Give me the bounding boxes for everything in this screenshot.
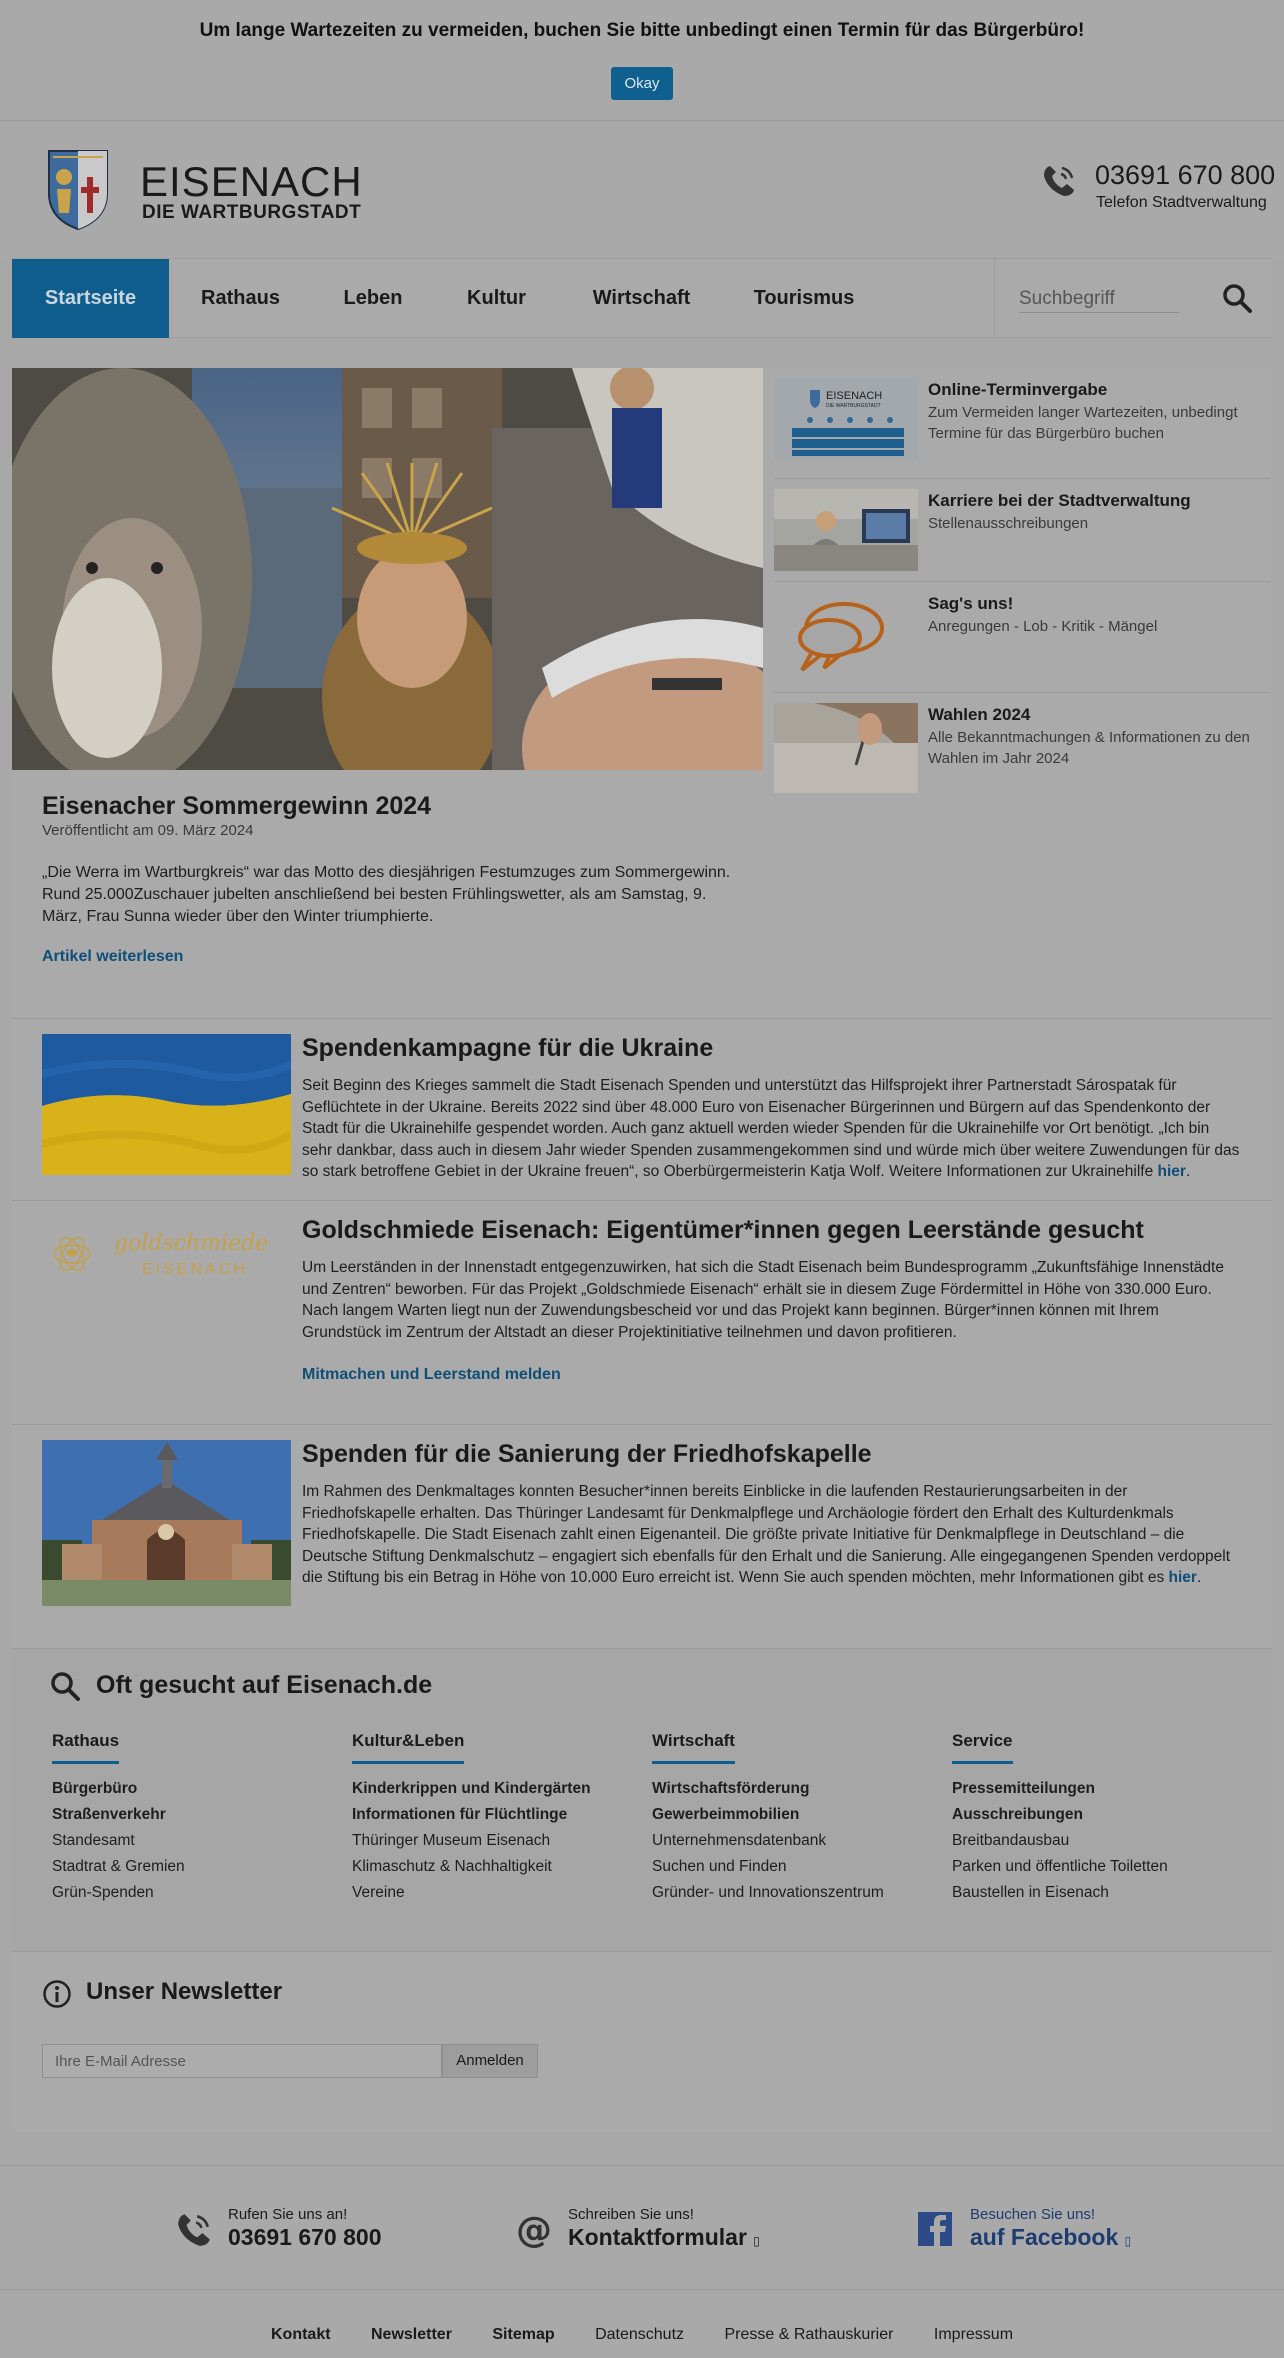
sidebar-item-online-terminvergabe[interactable] bbox=[774, 368, 1270, 479]
sidebar-item-title: Online-Terminvergabe bbox=[928, 380, 1108, 399]
column-heading[interactable]: Service bbox=[952, 1731, 1013, 1764]
footer-call-label: Rufen Sie uns an! bbox=[228, 2206, 348, 2223]
article-ukraine bbox=[12, 1018, 1272, 1198]
info-icon bbox=[42, 1979, 72, 2009]
thumb-logo-title: EISENACH bbox=[826, 390, 883, 402]
sidebar-item-wahlen[interactable] bbox=[774, 693, 1270, 793]
search-icon[interactable] bbox=[1222, 283, 1252, 313]
at-sign-icon bbox=[514, 2210, 554, 2250]
ukraine-info-link[interactable]: hier bbox=[1157, 1163, 1186, 1181]
nav-item-startseite[interactable]: Startseite bbox=[12, 259, 169, 338]
sidebar-item-karriere[interactable] bbox=[774, 479, 1270, 582]
quick-link[interactable]: Baustellen in Eisenach bbox=[952, 1884, 1109, 1901]
hero-read-more-link[interactable]: Artikel weiterlesen bbox=[42, 948, 184, 965]
quick-link[interactable]: Klimaschutz & Nachhaltigkeit bbox=[352, 1858, 552, 1875]
footer-divider bbox=[0, 2289, 1284, 2290]
wahlen-thumbnail bbox=[774, 703, 918, 793]
quick-link[interactable]: Straßenverkehr bbox=[52, 1806, 166, 1823]
header-phone-label: Telefon Stadtverwaltung bbox=[1096, 194, 1267, 211]
hero-title[interactable]: Eisenacher Sommergewinn 2024 bbox=[42, 792, 432, 820]
footer-phone-number[interactable]: 03691 670 800 bbox=[228, 2224, 382, 2250]
often-column-rathaus bbox=[52, 1731, 342, 1906]
footer-write-label: Schreiben Sie uns! bbox=[568, 2206, 694, 2223]
article-text: Seit Beginn des Krieges sammelt die Stadt Eisenach Spenden und unterstützt das Hilfsprojekt ihrer Partnerstadt Sárospatak für Geflüchtete in der Ukraine. Bereits 2022 sind über 48.000 Euro von Eisenacher Bürgerinnen und Bürgern auf das Spendenkonto der Stadt für die Ukrainehilfe gespendet worden. Auch ganz aktuell werden wieder Spenden für die Ukrainehilfe vor Ort benötigt. „Ich bin sehr dankbar, dass auch in diesem Jahr wieder Spenden zusammengekommen sind und würde mich über weitere Zuwendungen für das so stark betroffene Gebiet in der Ukraine freuen“, so Oberbürgermeisterin Katja Wolf. Weitere Informationen zur Ukrainehilfe hier. bbox=[302, 1077, 1240, 1181]
nav-item-tourismus[interactable]: Tourismus bbox=[753, 287, 855, 309]
quick-link[interactable]: Suchen und Finden bbox=[652, 1858, 787, 1875]
header-phone-number[interactable]: 03691 670 800 bbox=[1095, 160, 1276, 190]
quick-link[interactable]: Grün-Spenden bbox=[52, 1884, 154, 1901]
site-footer bbox=[0, 2165, 1284, 2358]
quick-link[interactable]: Pressemitteilungen bbox=[952, 1780, 1095, 1797]
footer-link-datenschutz[interactable]: Datenschutz bbox=[595, 2326, 685, 2343]
often-searched-section bbox=[12, 1648, 1272, 1952]
kapelle-info-link[interactable]: hier bbox=[1168, 1569, 1197, 1587]
main-navigation bbox=[12, 258, 1272, 338]
nav-item-leben[interactable]: Leben bbox=[343, 287, 403, 309]
article-title[interactable]: Goldschmiede Eisenach: Eigentümer*innen gegen Leerstände gesucht bbox=[302, 1216, 1144, 1244]
sidebar-item-desc: Anregungen - Lob - Kritik - Mängel bbox=[928, 618, 1158, 635]
footer-link-kontakt[interactable]: Kontakt bbox=[270, 2326, 331, 2343]
external-link-icon: ▯ bbox=[1124, 2234, 1132, 2248]
quick-link[interactable]: Bürgerbüro bbox=[52, 1780, 138, 1797]
quick-link[interactable]: Wirtschaftsförderung bbox=[652, 1780, 810, 1797]
quick-link[interactable]: Kinderkrippen und Kindergärten bbox=[352, 1780, 591, 1797]
quick-link[interactable]: Ausschreibungen bbox=[952, 1806, 1083, 1823]
article-text: Um Leerständen in der Innenstadt entgegenzuwirken, hat sich die Stadt Eisenach beim Bundesprogramm „Zukunftsfähige Innenstädte und Zentren“ beworben. Für das Projekt „Goldschmiede Eisenach“ erhält sie in diesem Zuge Fördermittel in Höhe von 330.000 Euro. Nach langem Warten liegt nun der Zuwendungsbescheid vor und das Projekt kann beginnen. Bürger*innen können mit Ihrem Grundstück im Zentrum der Altstadt an dieser Projektinitiative teilnehmen und davon profitieren. bbox=[302, 1259, 1224, 1341]
hero-text: „Die Werra im Wartburgkreis“ war das Motto des diesjährigen Festumzuges zum Sommergewinn. Rund 25.000Zuschauer jubelten anschließend bei besten Frühlingswetter, als am Samstag, 9. März, Frau Sunna wieder über den Winter triumphierte. bbox=[42, 864, 731, 925]
article-text: Im Rahmen des Denkmaltages konnten Besucher*innen bereits Einblicke in die laufenden Restaurierungsarbeiten in der Friedhofskapelle erhalten. Das Thüringer Landesamt für Denkmalpflege und Archäologie fördert den Erhalt des Kulturdenkmals Friedhofskapelle. Die Stadt Eisenach zahlt einen Eigenanteil. Die größte private Initiative für Denkmalpflege in Deutschland – die Deutsche Stiftung Denkmalschutz – engagiert sich ebenfalls für den Erhalt und die Sanierung. Alle eingegangenen Spenden verdoppelt die Stiftung bis ein Betrag in Höhe von 10.000 Euro erreicht ist. Wenn Sie auch spenden möchten, mehr Informationen gibt es hier. bbox=[302, 1483, 1231, 1587]
often-searched-title: Oft gesucht auf Eisenach.de bbox=[96, 1671, 433, 1699]
footer-link-sitemap[interactable]: Sitemap bbox=[492, 2326, 555, 2343]
article-title[interactable]: Spenden für die Sanierung der Friedhofskapelle bbox=[302, 1440, 872, 1468]
newsletter-email-input[interactable] bbox=[42, 2044, 442, 2078]
logo-subtitle[interactable]: DIE WARTBURGSTADT bbox=[142, 202, 362, 223]
nav-item-rathaus[interactable]: Rathaus bbox=[201, 287, 280, 309]
footer-link-newsletter[interactable]: Newsletter bbox=[371, 2326, 452, 2343]
footer-link-impressum[interactable]: Impressum bbox=[933, 2326, 1014, 2343]
quick-link[interactable]: Thüringer Museum Eisenach bbox=[352, 1832, 551, 1849]
often-column-wirtschaft bbox=[652, 1731, 942, 1906]
quick-link[interactable]: Gründer- und Innovationszentrum bbox=[652, 1884, 884, 1901]
nav-search bbox=[994, 259, 1272, 338]
column-heading[interactable]: Wirtschaft bbox=[652, 1731, 735, 1764]
nav-item-wirtschaft[interactable]: Wirtschaft bbox=[592, 287, 691, 309]
nav-item-kultur[interactable]: Kultur bbox=[467, 287, 526, 309]
sidebar-item-desc: Alle Bekanntmachungen & Informationen zu den Wahlen im Jahr 2024 bbox=[928, 729, 1250, 767]
quick-link[interactable]: Informationen für Flüchtlinge bbox=[352, 1806, 568, 1823]
main-content bbox=[12, 368, 1272, 2132]
article-goldschmiede bbox=[12, 1200, 1272, 1422]
facebook-icon bbox=[916, 2210, 956, 2250]
svg-text:@: @ bbox=[516, 2210, 552, 2250]
phone-icon bbox=[174, 2210, 214, 2250]
quick-link[interactable]: Stadtrat & Gremien bbox=[52, 1858, 185, 1875]
footer-facebook-label: Besuchen Sie uns! bbox=[970, 2206, 1096, 2223]
logo-title[interactable]: EISENACH bbox=[140, 158, 363, 205]
quick-link[interactable]: Standesamt bbox=[52, 1832, 135, 1849]
sidebar-item-sags-uns[interactable] bbox=[774, 582, 1270, 693]
goldschmiede-script: goldschmiede bbox=[114, 1231, 269, 1256]
sidebar-item-title: Karriere bei der Stadtverwaltung bbox=[928, 491, 1191, 510]
quick-link[interactable]: Gewerbeimmobilien bbox=[652, 1806, 800, 1823]
sidebar-item-title: Sag's uns! bbox=[928, 594, 1014, 613]
sidebar-item-desc: Stellenausschreibungen bbox=[928, 515, 1089, 532]
footer-links bbox=[0, 2326, 1284, 2344]
often-column-service bbox=[952, 1731, 1242, 1906]
quick-link[interactable]: Vereine bbox=[352, 1884, 405, 1901]
newsletter-subscribe-button[interactable]: Anmelden bbox=[442, 2044, 538, 2078]
thumb-logo-subtitle: DIE WARTBURGSTADT bbox=[826, 403, 881, 409]
ukraine-flag-image[interactable] bbox=[42, 1034, 291, 1175]
notice-text: Um lange Wartezeiten zu vermeiden, buchen Sie bitte unbedingt einen Termin für das Bürgerbüro! bbox=[199, 20, 1085, 41]
footer-facebook-link[interactable]: auf Facebook ▯ bbox=[970, 2224, 1132, 2250]
leerstand-melden-link[interactable]: Mitmachen und Leerstand melden bbox=[302, 1366, 561, 1383]
quick-link[interactable]: Unternehmensdatenbank bbox=[652, 1832, 827, 1849]
appointment-notice bbox=[0, 0, 1284, 121]
footer-contact-form-link[interactable]: Kontaktformular ▯ bbox=[568, 2224, 760, 2250]
often-column-kultur-leben bbox=[352, 1731, 642, 1906]
hero-date: Veröffentlicht am 09. März 2024 bbox=[42, 822, 254, 839]
goldschmiede-word: EISENACH bbox=[142, 1261, 248, 1278]
city-crest-icon[interactable] bbox=[47, 147, 109, 231]
site-header bbox=[0, 122, 1284, 258]
sidebar-item-desc: Zum Vermeiden langer Wartezeiten, unbedingt Termine für das Bürgerbüro buchen bbox=[928, 404, 1238, 442]
search-icon bbox=[50, 1671, 80, 1701]
quick-link[interactable]: Parken und öffentliche Toiletten bbox=[952, 1858, 1168, 1875]
sidebar-item-title: Wahlen 2024 bbox=[928, 705, 1031, 724]
quick-link[interactable]: Breitbandausbau bbox=[952, 1832, 1070, 1849]
friedhofskapelle-image[interactable] bbox=[42, 1440, 291, 1606]
article-title[interactable]: Spendenkampagne für die Ukraine bbox=[302, 1034, 714, 1062]
karriere-thumbnail bbox=[774, 489, 918, 571]
notice-okay-button[interactable]: Okay bbox=[611, 67, 673, 100]
phone-icon bbox=[1040, 162, 1078, 200]
footer-link-presse[interactable]: Presse & Rathauskurier bbox=[724, 2326, 894, 2343]
search-input[interactable] bbox=[1019, 285, 1179, 313]
column-heading[interactable]: Kultur&Leben bbox=[352, 1731, 464, 1764]
goldschmiede-logo[interactable] bbox=[42, 1216, 291, 1306]
speech-bubbles-icon bbox=[774, 592, 918, 680]
external-link-icon: ▯ bbox=[753, 2234, 760, 2248]
article-friedhofskapelle bbox=[12, 1424, 1272, 1624]
newsletter-title: Unser Newsletter bbox=[86, 1978, 283, 2005]
column-heading[interactable]: Rathaus bbox=[52, 1731, 119, 1764]
terminvergabe-thumbnail bbox=[774, 378, 918, 460]
hero-image[interactable] bbox=[12, 368, 763, 770]
